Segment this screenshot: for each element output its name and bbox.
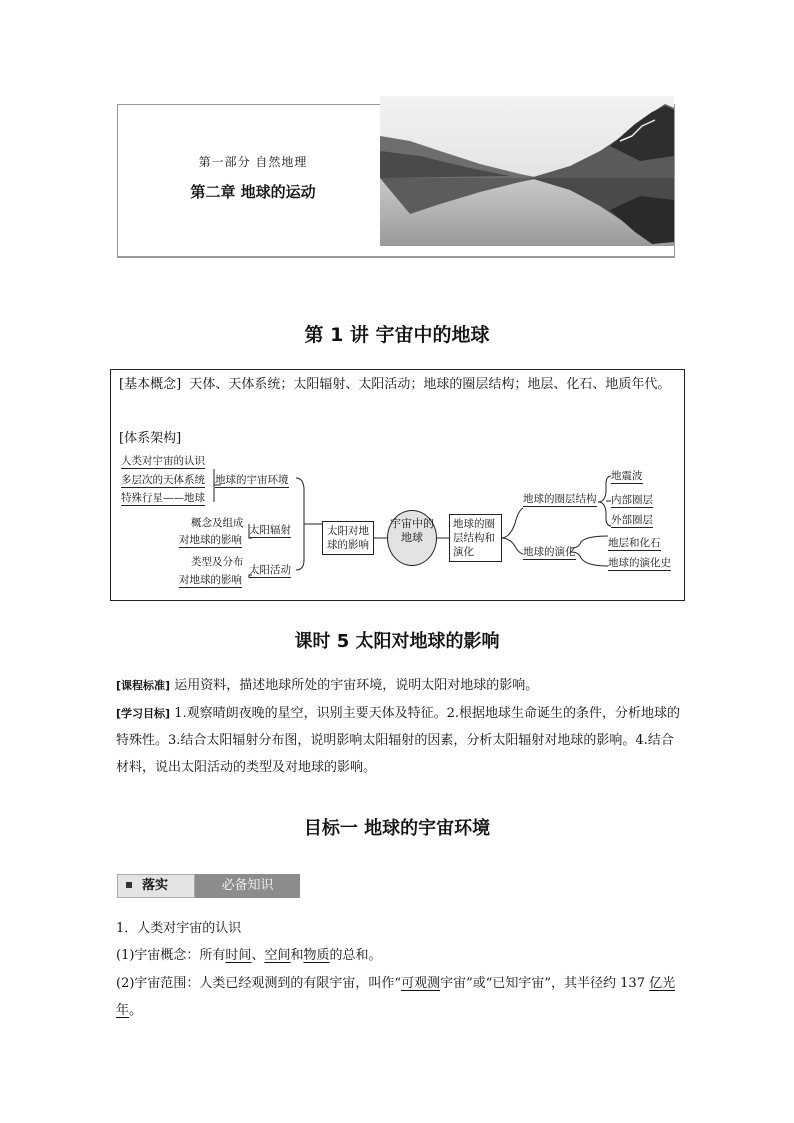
p1-text: (1)宇宙概念：所有 xyxy=(116,948,226,963)
tab-implement xyxy=(117,874,195,898)
content-paragraph-2 xyxy=(116,970,682,1024)
node-types-distribution: 类型及分布 xyxy=(191,556,244,568)
node-solar-activity: 太阳活动 xyxy=(249,564,291,576)
node-layer-structure: 地球的圈层结构 xyxy=(523,493,597,505)
node-seismic-waves: 地震波 xyxy=(611,470,643,482)
learning-objectives-text: 1.观察晴朗夜晚的星空，识别主要天体及特征。2.根据地球生命诞生的条件，分析地球的特殊性。3.结合太阳辐射分布图，说明影响太阳辐射的因素，分析太阳辐射对地球的影响。4.结合材料，说出太阳活动的类型及对地球的影响。 xyxy=(116,706,681,775)
content-paragraph-1 xyxy=(116,942,682,969)
node-radiation-impact: 对地球的影响 xyxy=(179,534,242,546)
node-layers-evolution: 地球的圈层结构和演化 xyxy=(449,514,502,562)
p1-blank-matter: 物质 xyxy=(303,948,330,963)
chapter-banner xyxy=(117,104,675,258)
p1-sep: 、 xyxy=(251,948,265,963)
curriculum-standard-label: [课程标准] xyxy=(116,679,171,692)
node-sun-impact: 太阳对地球的影响 xyxy=(322,521,374,555)
mountain-lake-photo xyxy=(380,96,674,246)
overview-box xyxy=(110,369,685,601)
basic-concepts-label: [基本概念] xyxy=(119,377,182,392)
p2-blank-lightyears: 亿光年 xyxy=(116,976,676,1018)
content-heading: 1．人类对宇宙的认识 xyxy=(116,921,242,936)
node-outer-spheres: 外部圈层 xyxy=(611,514,653,526)
p2-text: (2)宇宙范围：人类已经观测到的有限宇宙，叫作“ xyxy=(116,976,402,991)
curriculum-standard-text: 运用资料，描述地球所处的宇宙环境，说明太阳对地球的影响。 xyxy=(174,678,539,693)
tab-implement-label: 落实 xyxy=(142,878,169,893)
system-structure-label: [体系架构] xyxy=(119,431,182,446)
chapter-heading: 第二章 地球的运动 xyxy=(190,183,316,201)
goal-title: 目标一 地球的宇宙环境 xyxy=(303,818,491,839)
lecture-title: 第 1 讲 宇宙中的地球 xyxy=(304,324,490,346)
node-inner-spheres: 内部圈层 xyxy=(611,494,653,506)
p2-blank-observable: 可观测 xyxy=(401,976,441,991)
node-earth-evolution: 地球的演化 xyxy=(523,546,576,558)
learning-objectives xyxy=(116,700,682,781)
node-celestial-systems: 多层次的天体系统 xyxy=(121,474,205,486)
node-evolution-history: 地球的演化史 xyxy=(608,557,671,569)
node-strata-fossils: 地层和化石 xyxy=(608,537,661,549)
node-earth-in-universe: 宇宙中的地球 xyxy=(387,510,437,566)
basic-concepts-text: 天体、天体系统；太阳辐射、太阳活动；地球的圈层结构；地层、化石、地质年代。 xyxy=(189,377,671,392)
p1-blank-time: 时间 xyxy=(225,948,252,963)
p1-end: 的总和。 xyxy=(329,948,382,963)
node-universe-environment: 地球的宇宙环境 xyxy=(215,474,289,486)
p1-sep2: 和 xyxy=(290,948,304,963)
node-special-planet: 特殊行星——地球 xyxy=(121,492,205,504)
node-concept-composition: 概念及组成 xyxy=(191,517,244,529)
lesson-title: 课时 5 太阳对地球的影响 xyxy=(294,631,500,652)
node-human-universe: 人类对宇宙的认识 xyxy=(121,455,205,467)
p1-blank-space: 空间 xyxy=(264,948,291,963)
part-heading: 第一部分 自然地理 xyxy=(198,155,308,169)
section-tab-bar xyxy=(117,874,300,898)
p2-mid: 宇宙”或“已知宇宙”，其半径约 137 xyxy=(440,976,650,991)
node-solar-radiation: 太阳辐射 xyxy=(249,524,291,536)
square-bullet-icon xyxy=(126,882,132,888)
learning-objectives-label: [学习目标] xyxy=(116,707,171,720)
curriculum-standard xyxy=(116,672,682,699)
tab-essential-knowledge: 必备知识 xyxy=(195,874,300,898)
p2-end: 。 xyxy=(129,1003,143,1018)
node-activity-impact: 对地球的影响 xyxy=(179,574,242,586)
